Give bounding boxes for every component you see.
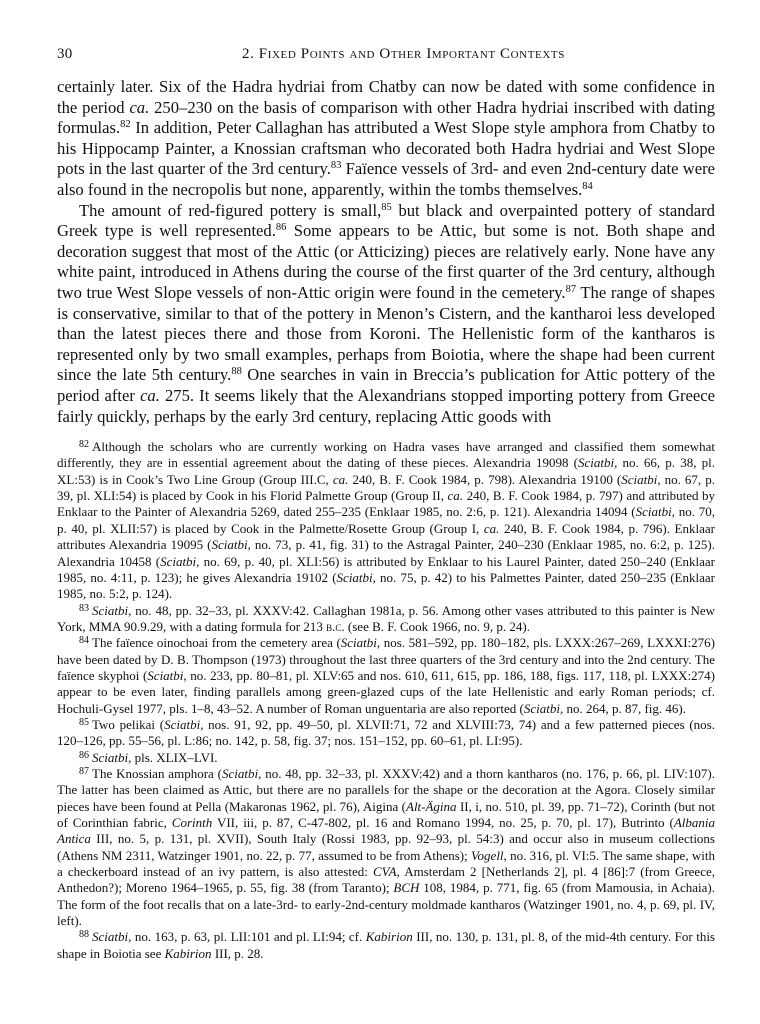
footnotes-section	[57, 439, 715, 962]
footnote-86	[57, 750, 715, 766]
footnote-text: Although the scholars who are currently working on Hadra vases have arranged and classified them somewhat differently, they are in essential agreement about the dating of these pieces. Alexandria 19098 (Sciatbi, no. 66, p. 38, pl. XL:53) is in Cook’s Two Line Group (Group III.C, ca. 240, B. F. Cook 1984, p. 798). Alexandria 19100 (Sciatbi, no. 67, p. 39, pl. XLI:54) is placed by Cook in his Florid Palmette Group (Group II, ca. 240, B. F. Cook 1984, p. 797) and attributed by Enklaar to the Painter of Alexandria 5269, dated 255–235 (Enklaar 1985, no. 2:6, p. 121). Alexandria 14094 (Sciatbi, no. 70, p. 40, pl. XLII:57) is placed by Cook in the Palmette/Rosette Group (Group I, ca. 240, B. F. Cook 1984, p. 796). Enklaar attributes Alexandria 19095 (Sciatbi, no. 73, p. 41, fig. 31) to the Astragal Painter, 240–230 (Enklaar 1985, no. 6:2, p. 125). Alexandria 10458 (Sciatbi, no. 69, p. 40, pl. XLI:56) is attributed by Enklaar to his Laurel Painter, dated 250–240 (Enklaar 1985, no. 4:11, p. 123); he gives Alexandria 19102 (Sciatbi, no. 75, p. 42) to his Palmettes Painter, dated 250–235 (Enklaar 1985, no. 5:2, p. 124).	[57, 439, 716, 602]
footnote-text: Sciatbi, pls. XLIX–LVI.	[92, 749, 218, 765]
body-paragraph: The amount of red-figured pottery is small,$^{85}$ but black and overpainted pottery of standard Greek type is well represented.$^{86}$ Some appears to be Attic, but some is not. Both shape and decoration suggest that most of the Attic (or Atticizing) pieces are relatively early. None have any white paint, introduced in Athens during the course of the first quarter of the 3rd century, although two true West Slope vessels of non-Attic origin were found in the cemetery.$^{87}$ The range of shapes is conservative, similar to that of the pottery in Menon’s Cistern, and the kantharoi less developed than the latest pieces there and those from Koroni. The Hellenistic form of the kantharos is represented only by two small examples, perhaps from Boiotia, where the shape had been current since the late 5th century.$^{88}$ One searches in vain in Breccia’s publication for Attic pottery of the period after ca. 275. It seems likely that the Alexandrians stopped importing pottery from Greece fairly quickly, perhaps by the early 3rd century, replacing Attic goods with	[57, 200, 715, 426]
footnote-number: 87	[79, 765, 89, 777]
body-text	[57, 77, 715, 427]
footnote-text: Sciatbi, no. 163, p. 63, pl. LII:101 and pl. LI:94; cf. Kabirion III, no. 130, p. 131, pl. 8, of the mid-4th century. For this shape in Boiotia see Kabirion III, p. 28.	[57, 929, 715, 961]
footnote-number: 82	[79, 439, 89, 451]
footnote-number: 84	[79, 635, 89, 647]
footnote-text: Sciatbi, no. 48, pp. 32–33, pl. XXXV:42. Callaghan 1981a, p. 56. Among other vases attributed to this painter is New York, MMA 90.9.29, with a dating formula for 213 b.c. (see B. F. Cook 1966, no. 9, p. 24).	[57, 602, 715, 634]
footnote-82	[57, 439, 715, 602]
body-paragraph: certainly later. Six of the Hadra hydriai from Chatby can now be dated with some confidence in the period ca. 250–230 on the basis of comparison with other Hadra hydriai inscribed with dating formulas.$^{82}$ In addition, Peter Callaghan has attributed a West Slope style amphora from Chatby to his Hippocamp Painter, a Knossian craftsman who decorated both Hadra hydriai and West Slope pots in the last quarter of the 3rd century.$^{83}$ Faïence vessels of 3rd- and even 2nd-century date were also found in the necropolis but none, apparently, within the tombs themselves.$^{84}$	[57, 77, 715, 199]
footnote-text: Two pelikai (Sciatbi, nos. 91, 92, pp. 49–50, pl. XLVII:71, 72 and XLVIII:73, 74) and a few patterned pieces (nos. 120–126, pp. 55–56, pl. L:86; no. 142, p. 58, fig. 37; nos. 151–152, pp. 60–61, pl. LI:95).	[57, 716, 715, 749]
running-title: 2. Fixed Points and Other Important Contexts	[242, 46, 565, 62]
running-head	[57, 46, 715, 68]
footnote-number: 86	[79, 749, 89, 761]
footnote-88	[57, 929, 715, 962]
footnote-text: The faïence oinochoai from the cemetery area (Sciatbi, nos. 581–592, pp. 180–182, pls. LXXX:267–269, LXXXI:276) have been dated by D. B. Thompson (1973) throughout the last three quarters of the 3rd century and into the 2nd century. The faïence skyphoi (Sciatbi, no. 233, pp. 80–81, pl. XLV:65 and nos. 610, 611, 615, pp. 186, 188, figs. 117, 118, pl. LXXX:274) appear to be even later, finding parallels among green-glazed cups of the late Hellenistic and early Roman periods; cf. Hochuli-Gysel 1977, pls. 1–8, 43–52. A number of Roman unguentaria are also reported (Sciatbi, no. 264, p. 87, fig. 46).	[57, 635, 715, 716]
footnote-87	[57, 766, 715, 929]
footnote-84	[57, 635, 715, 717]
footnote-number: 88	[79, 929, 89, 941]
footnote-number: 83	[79, 602, 89, 614]
footnote-83	[57, 603, 715, 636]
footnote-text: The Knossian amphora (Sciatbi, no. 48, pp. 32–33, pl. XXXV:42) and a thorn kantharos (no. 176, p. 66, pl. LIV:107). The latter has been claimed as Attic, but there are no parallels for the shape or the decoration at the Agora. Closely similar pieces have been found at Pella (Makaronas 1962, pl. 76), Aigina (Alt-Ägina II, i, no. 510, pl. 39, pp. 71–72), Corinth (but not of Corinthian fabric, Corinth VII, iii, p. 87, C-47-802, pl. 16 and Romano 1994, no. 25, p. 70, pl. 17), Butrinto (Albania Antica III, no. 5, p. 131, pl. XVII), South Italy (Rossi 1983, pp. 92–93, pl. 54:3) and occur also in museum collections (Athens NM 2311, Watzinger 1901, no. 22, p. 77, assumed to be from Athens); Vogell, no. 316, pl. VI:5. The same shape, with a checkerboard instead of an ivy pattern, is also attested: CVA, Amsterdam 2 [Netherlands 2], pl. 4 [86]:7 (from Greece, Anthedon?); Moreno 1964–1965, p. 55, fig. 38 (from Taranto); BCH 108, 1984, p. 771, fig. 65 (from Mamousia, in Achaia). The form of the foot recalls that on a late-3rd- to early-2nd-century moldmade kantharos (Watzinger 1901, no. 4, p. 69, pl. IV, left).	[57, 765, 715, 929]
footnote-number: 85	[79, 716, 89, 728]
footnote-85	[57, 717, 715, 750]
page-number: 30	[57, 46, 73, 62]
